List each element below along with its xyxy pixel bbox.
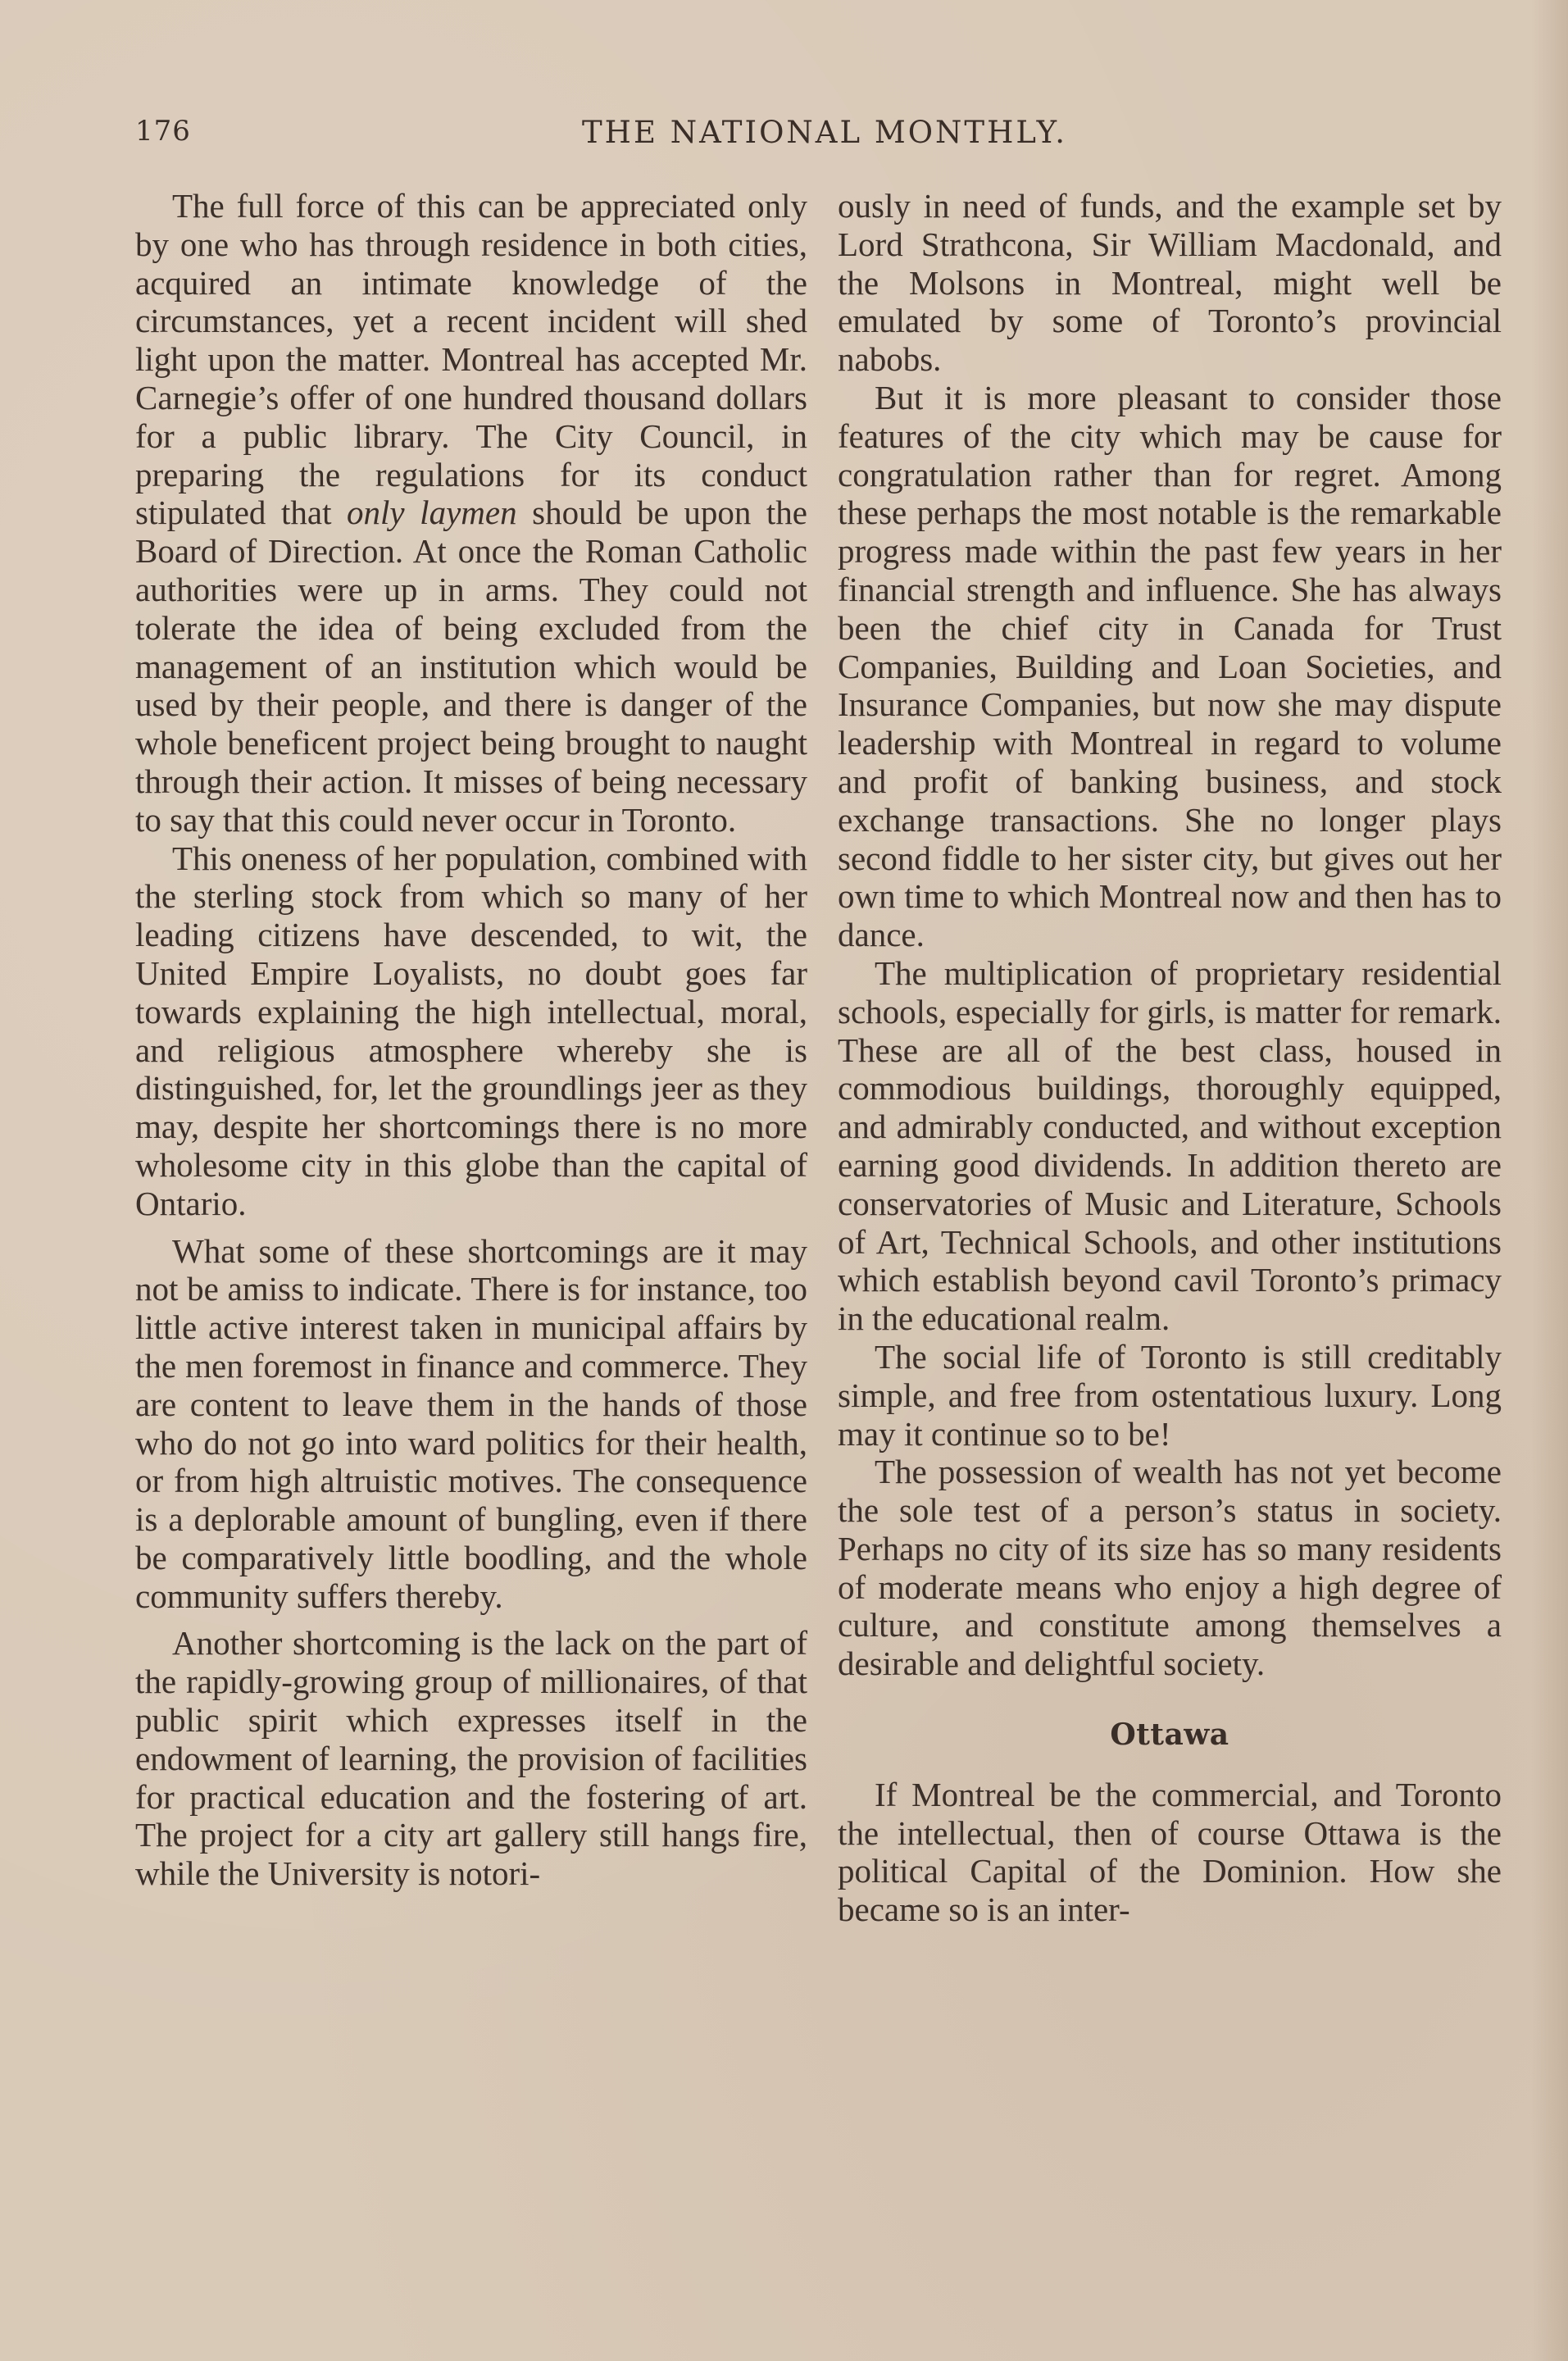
paragraph-millionaires: Another shortcoming is the lack on the part of the rapidly-growing group of millionaires, of that public spirit which expresses itself in the endowment of learning, the provision of facilities for practical education and the fostering of art. The project for a city art gallery still hangs fire, while the University is notori- bbox=[135, 1624, 807, 1893]
paragraph-schools: The multiplication of proprietary residential schools, especially for girls, is matter for remark. These are all of the best class, housed in commodious buildings, thoroughly equipped, and admirably conducted, and without exception earning good dividends. In addition thereto are conservatories of Music and Literature, Schools of Art, Technical Schools, and other institutions which establish beyond cavil Toronto’s primacy in the educational realm. bbox=[838, 953, 1502, 1338]
running-title: THE NATIONAL MONTHLY. bbox=[582, 115, 1068, 150]
paragraph-ottawa: If Montreal be the commercial, and Toronto the intellectual, then of course Ottawa is the political Capital of the Dominion. How she became so is an inter- bbox=[838, 1775, 1502, 1929]
page-header bbox=[135, 115, 1512, 164]
page-number: 176 bbox=[135, 115, 191, 148]
left-column bbox=[135, 187, 807, 1893]
paragraph-library-incident bbox=[135, 187, 807, 839]
paragraph-continued: ously in need of funds, and the example set by Lord Strathcona, Sir William Macdonald, and the Molsons in Montreal, might well be emulated by some of Toronto’s provincial nabobs. bbox=[838, 187, 1502, 379]
paragraph-wealth: The possession of wealth has not yet become the sole test of a person’s status in society. Perhaps no city of its size has so many residents of moderate means who enjoy a high degree of culture, and constitute among themselves a desirable and delightful society. bbox=[838, 1453, 1502, 1683]
paragraph-text: The full force of this can be appreciated only by one who has through residence in both cities, acquired an intimate knowledge of the circumstances, yet a recent incident will shed light upon the matter. Montreal has accepted Mr. Carnegie’s offer of one hundred thousand dollars for a public library. The City Council, in preparing the regulations for its conduct stipulated that bbox=[135, 187, 807, 532]
italic-phrase: only laymen bbox=[347, 494, 517, 532]
page-edge-shadow bbox=[1531, 0, 1568, 2361]
paragraph-shortcomings: What some of these shortcomings are it may not be amiss to indicate. There is for instance, too little active interest taken in municipal affairs by the men foremost in finance and commerce. They are content to leave them in the hands of those who do not go into ward politics for their health, or from high altruistic motives. The consequence is a deplorable amount of bungling, even if there be comparatively little boodling, and the whole community suffers thereby. bbox=[135, 1231, 807, 1615]
paragraph-text: should be upon the Board of Direction. At once the Roman Catholic authorities were up in arms. They could not tolerate the idea of being excluded from the management of an institution which would be used by their people, and there is danger of the whole beneficent project being brought to naught through their action. It misses of being necessary to say that this could never occur in Toronto. bbox=[135, 494, 807, 839]
paragraph-social-life: The social life of Toronto is still creditably simple, and free from ostentatious luxury. Long may it continue so to be! bbox=[838, 1337, 1502, 1453]
section-heading-ottawa: Ottawa bbox=[1110, 1717, 1229, 1753]
right-column bbox=[838, 187, 1502, 1929]
paragraph-financial-progress: But it is more pleasant to consider those features of the city which may be cause for congratulation rather than for regret. Among these perhaps the most notable is the remarkable progress made within the past few years in her financial strength and influence. She has always been the chief city in Canada for Trust Companies, Building and Loan Societies, and Insurance Companies, but now she may dispute leadership with Montreal in regard to volume and profit of banking business, and stock exchange transactions. She no longer plays second fiddle to her sister city, but gives out her own time to which Montreal now and then has to dance. bbox=[838, 378, 1502, 954]
paragraph-oneness: This oneness of her population, combined with the sterling stock from which so many of her leading citizens have descended, to wit, the United Empire Loyalists, no doubt goes far towards explaining the high intellectual, moral, and religious atmosphere whereby she is distinguished, for, let the groundlings jeer as they may, despite her shortcomings there is no more wholesome city in this globe than the capital of Ontario. bbox=[135, 839, 807, 1222]
